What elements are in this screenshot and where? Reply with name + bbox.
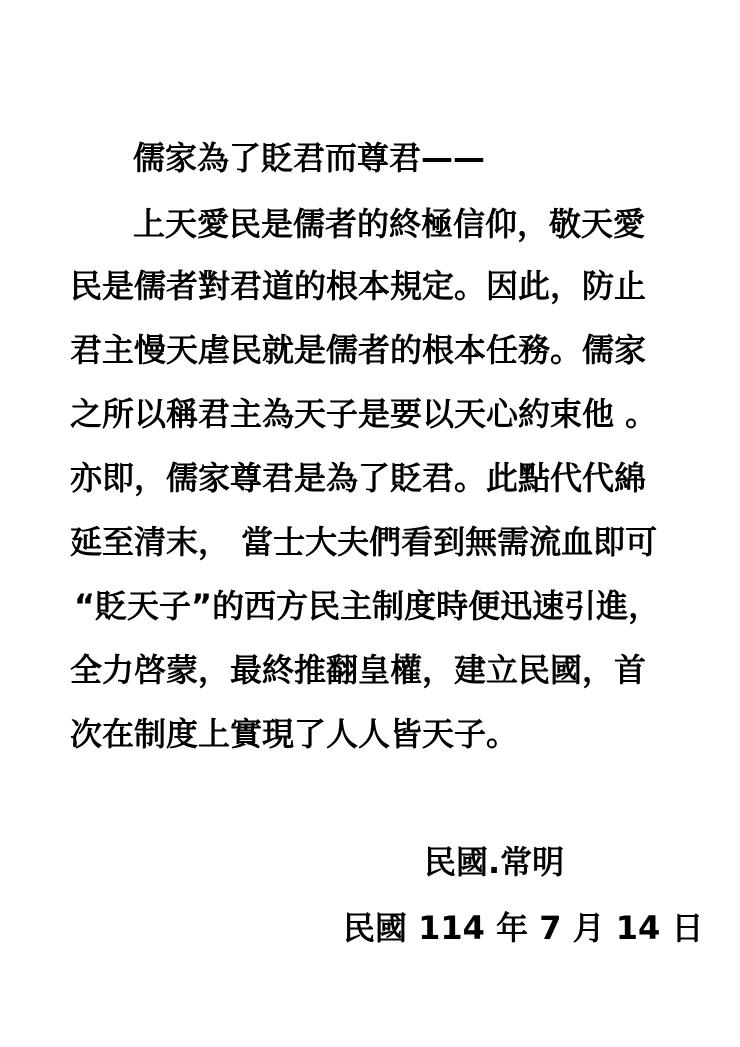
body-line-2: 民是儒者對君道的根本規定。因此，防止 <box>70 267 647 305</box>
body-line-1: 上天愛民是儒者的終極信仰，敬天愛 <box>133 205 646 243</box>
signature-name: 民國.常明 <box>424 843 565 881</box>
body-line-5: 亦即，儒家尊君是為了貶君。此點代代綿 <box>70 459 647 497</box>
document-title: 儒家為了貶君而尊君—— <box>133 139 486 177</box>
signature-date: 民國 114 年 7 月 14 日 <box>343 909 704 947</box>
body-line-6: 延至清末， 當士大夫們看到無需流血即可 <box>70 523 658 561</box>
body-line-4: 之所以稱君主為天子是要以天心約束他 。 <box>70 395 658 433</box>
body-line-3: 君主慢天虐民就是儒者的根本任務。儒家 <box>70 331 647 369</box>
body-line-8: 全力啓蒙，最終推翻皇權，建立民國，首 <box>70 651 647 689</box>
body-line-7: “貶天子”的西方民主制度時便迅速引進， <box>74 587 661 625</box>
body-line-9: 次在制度上實現了人人皆天子。 <box>70 715 519 753</box>
